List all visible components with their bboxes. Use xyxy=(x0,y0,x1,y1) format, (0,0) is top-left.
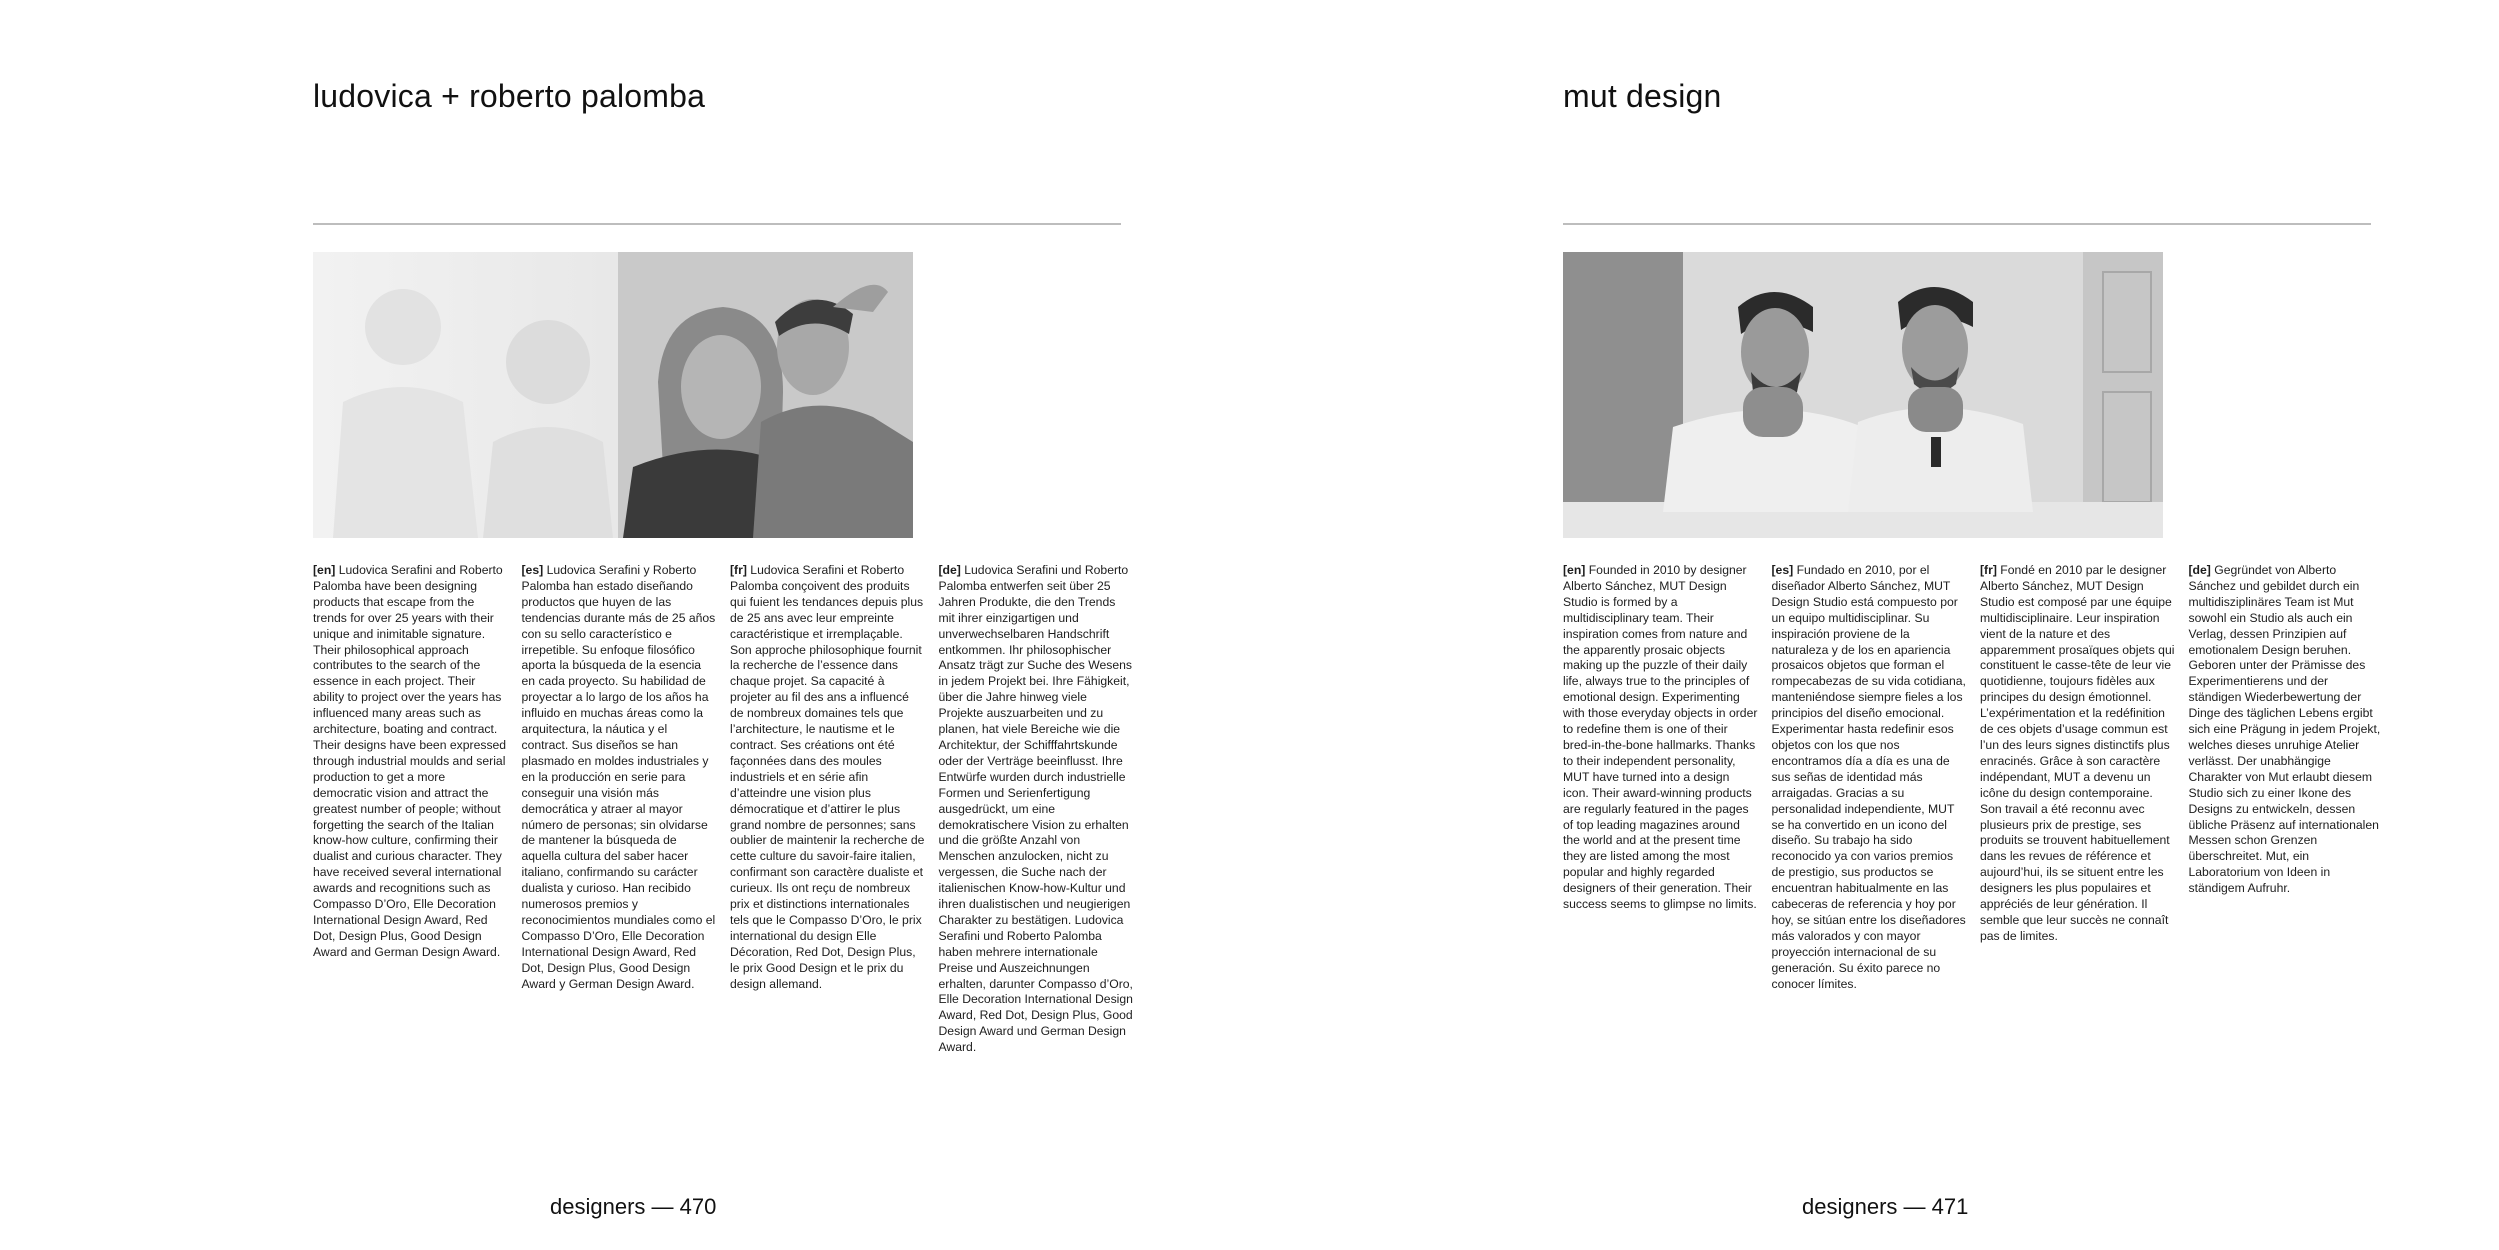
language-tag: [es] xyxy=(521,563,544,577)
language-tag: [fr] xyxy=(1980,563,1997,577)
left-page xyxy=(0,0,1249,1250)
language-tag: [en] xyxy=(1563,563,1586,577)
bio-text: Gegründet von Alberto Sánchez und gebildet durch ein multidisziplinäres Team ist Mut sowohl ein Studio als auch ein Verlag, dessen Prinzipien auf emotionalem Design beruhen. Geboren unter der Prämisse des Experimentierens und der ständigen Wiederbewertung der Dinge des täglichen Lebens ergibt sich eine Prägung in jedem Projekt, welches dieses unruhige Atelier verlässt. Der unabhängige Charakter von Mut erlaubt diesem Studio sich zu einer Ikone des Designs zu entwickeln, dessen übliche Präsenz auf internationalen Messen schon Grenzen überschreitet. Mut, ein Laboratorium von Ideen in ständigem Aufruhr. xyxy=(2188,563,2381,896)
bio-column-en xyxy=(313,563,508,1056)
bio-text: Ludovica Serafini and Roberto Palomba have been designing products that escape from the trends for over 25 years with their unique and inimitable signature. Their philosophical approach contributes to the search of the essence in each project. Their ability to project over the years has influenced many areas such as architecture, boating and contract. Their designs have been expressed through industrial moulds and serial production to get a more democratic vision and attract the greatest number of people; without forgetting the search of the Italian know-how culture, confirming their dualist and curious character. They have received several international awards and recognitions such as Compasso D’Oro, Elle Decoration International Design Award, Red Dot, Design Plus, Good Design Award and German Design Award. xyxy=(313,563,507,959)
bio-column-de xyxy=(939,563,1134,1056)
bio-column-fr xyxy=(730,563,925,1056)
bio-column-fr xyxy=(1980,563,2175,992)
designer-photo xyxy=(1563,252,2163,538)
designer-photo xyxy=(313,252,913,538)
bio-column-es xyxy=(1772,563,1967,992)
divider-rule xyxy=(1563,223,2371,225)
language-tag: [de] xyxy=(2188,563,2211,577)
bio-text: Ludovica Serafini y Roberto Palomba han estado diseñando productos que huyen de las tendencias durante más de 25 años con su sello característico e irrepetible. Su enfoque filosófico aporta la búsqueda de la esencia en cada proyecto. Su habilidad de proyectar a lo largo de los años ha influido en muchas áreas como la arquitectura, la náutica y el contract. Sus diseños se han plasmado en moldes industriales y en la producción en serie para conseguir una visión más democrática y atraer al mayor número de personas; sin olvidarse de mantener la búsqueda de aquella cultura del saber hacer italiano, confirmando su carácter dualista y curioso. Han recibido numerosos premios y reconocimientos mundiales como el Compasso D’Oro, Elle Decoration International Design Award, Red Dot, Design Plus, Good Design Award y German Design Award. xyxy=(521,563,716,991)
bio-columns xyxy=(1563,563,2383,992)
language-tag: [es] xyxy=(1771,563,1794,577)
page-title: ludovica + roberto palomba xyxy=(313,78,706,114)
language-tag: [en] xyxy=(313,563,336,577)
bio-column-de xyxy=(2189,563,2384,992)
page-number: designers — 471 xyxy=(1802,1194,1969,1219)
bio-column-en xyxy=(1563,563,1758,992)
bio-text: Ludovica Serafini und Roberto Palomba entwerfen seit über 25 Jahren Produkte, die den Trends mit ihrer einzigartigen und unverwechselbaren Handschrift entkommen. Ihr philosophischer Ansatz trägt zur Suche des Wesens in jedem Projekt bei. Ihre Fähigkeit, über die Jahre hinweg viele Projekte auszuarbeiten und zu planen, hat viele Bereiche wie die Architektur, der Schifffahrtskunde oder der Verträge beeinflusst. Ihre Entwürfe wurden durch industrielle Formen und Serienfertigung ausgedrückt, um eine demokratischere Vision zu erhalten und die größte Anzahl von Menschen anzulocken, nicht zu vergessen, die Suche nach der italienischen Know-how-Kultur und ihren dualistischen und neugierigen Charakter zu bestätigen. Ludovica Serafini und Roberto Palomba haben mehrere internationale Preise und Auszeichnungen erhalten, darunter Compasso d’Oro, Elle Decoration International Design Award, Red Dot, Design Plus, Good Design Award und German Design Award. xyxy=(938,563,1133,1055)
bio-text: Ludovica Serafini et Roberto Palomba conçoivent des produits qui fuient les tendances depuis plus de 25 ans avec leur empreinte caractéristique et irremplaçable. Son approche philosophique fournit la recherche de l’essence dans chaque projet. Sa capacité à projeter au fil des ans a influencé de nombreux domaines tels que l’architecture, le nautisme et le contract. Ses créations ont été façonnées dans des moules industriels et en série afin d’atteindre une vision plus démocratique et d’attirer le plus grand nombre de personnes; sans oublier de maintenir la recherche de cette culture du savoir-faire italien, confirmant son caractère dualiste et curieux. Ils ont reçu de nombreux prix et distinctions internationales tels que le Compasso D’Oro, le prix international du design Elle Décoration, Red Dot, Design Plus, le prix Good Design et le prix du design allemand. xyxy=(730,563,925,991)
bio-text: Fondé en 2010 par le designer Alberto Sánchez, MUT Design Studio est composé par une équipe multidisciplinaire. Leur inspiration vient de la nature et des apparemment prosaïques objets qui constituent le casse-tête de leur vie quotidienne, toujours fidèles aux principes du design émotionnel. L’expérimentation et la redéfinition de ces objets d’usage commun est l’un des leurs signes distinctifs plus enracinés. Grâce à son caractère indépendant, MUT a devenu un icône du design contemporaine. Son travail a été reconnu avec plusieurs prix de prestige, ses produits se trouvent habituellement dans les revues de référence et aujourd’hui, ils se situent entre les designers les plus populaires et appréciés de leur génération. Il semble que leur succès ne connaît pas de limites. xyxy=(1980,563,2175,943)
divider-rule xyxy=(313,223,1121,225)
page-number: designers — 470 xyxy=(550,1194,717,1219)
language-tag: [fr] xyxy=(730,563,747,577)
bio-columns xyxy=(313,563,1133,1056)
bio-text: Founded in 2010 by designer Alberto Sánchez, MUT Design Studio is formed by a multidisciplinary team. Their inspiration comes from nature and the apparently prosaic objects making up the puzzle of their daily life, always true to the principles of emotional design. Experimenting with those everyday objects in order to redefine them is one of their bred-in-the-bone hallmarks. Thanks to their independent personality, MUT have turned into a design icon. Their award-winning products are regularly featured in the pages of top leading magazines around the world and at the present time they are listed among the most popular and highly regarded designers of their generation. Their success seems to glimpse no limits. xyxy=(1563,563,1758,912)
bio-column-es xyxy=(522,563,717,1056)
page-title: mut design xyxy=(1563,78,1722,114)
bio-text: Fundado en 2010, por el diseñador Alberto Sánchez, MUT Design Studio está compuesto por un equipo multidisciplinar. Su inspiración proviene de la naturaleza y de los en apariencia prosaicos objetos que forman el rompecabezas de su vida cotidiana, manteniéndose siempre fieles a los principios del diseño emocional. Experimentar hasta redefinir esos objetos con los que nos encontramos día a día es una de sus señas de identidad más arraigadas. Gracias a su personalidad independiente, MUT se ha convertido en un icono del diseño. Su trabajo ha sido reconocido ya con varios premios de prestigio, sus productos se encuentran habitualmente en las cabeceras de referencia y hoy por hoy, se sitúan entre los diseñadores más valorados y con mayor proyección internacional de su generación. Su éxito parece no conocer límites. xyxy=(1771,563,1966,991)
right-page xyxy=(1250,0,2499,1250)
language-tag: [de] xyxy=(938,563,961,577)
